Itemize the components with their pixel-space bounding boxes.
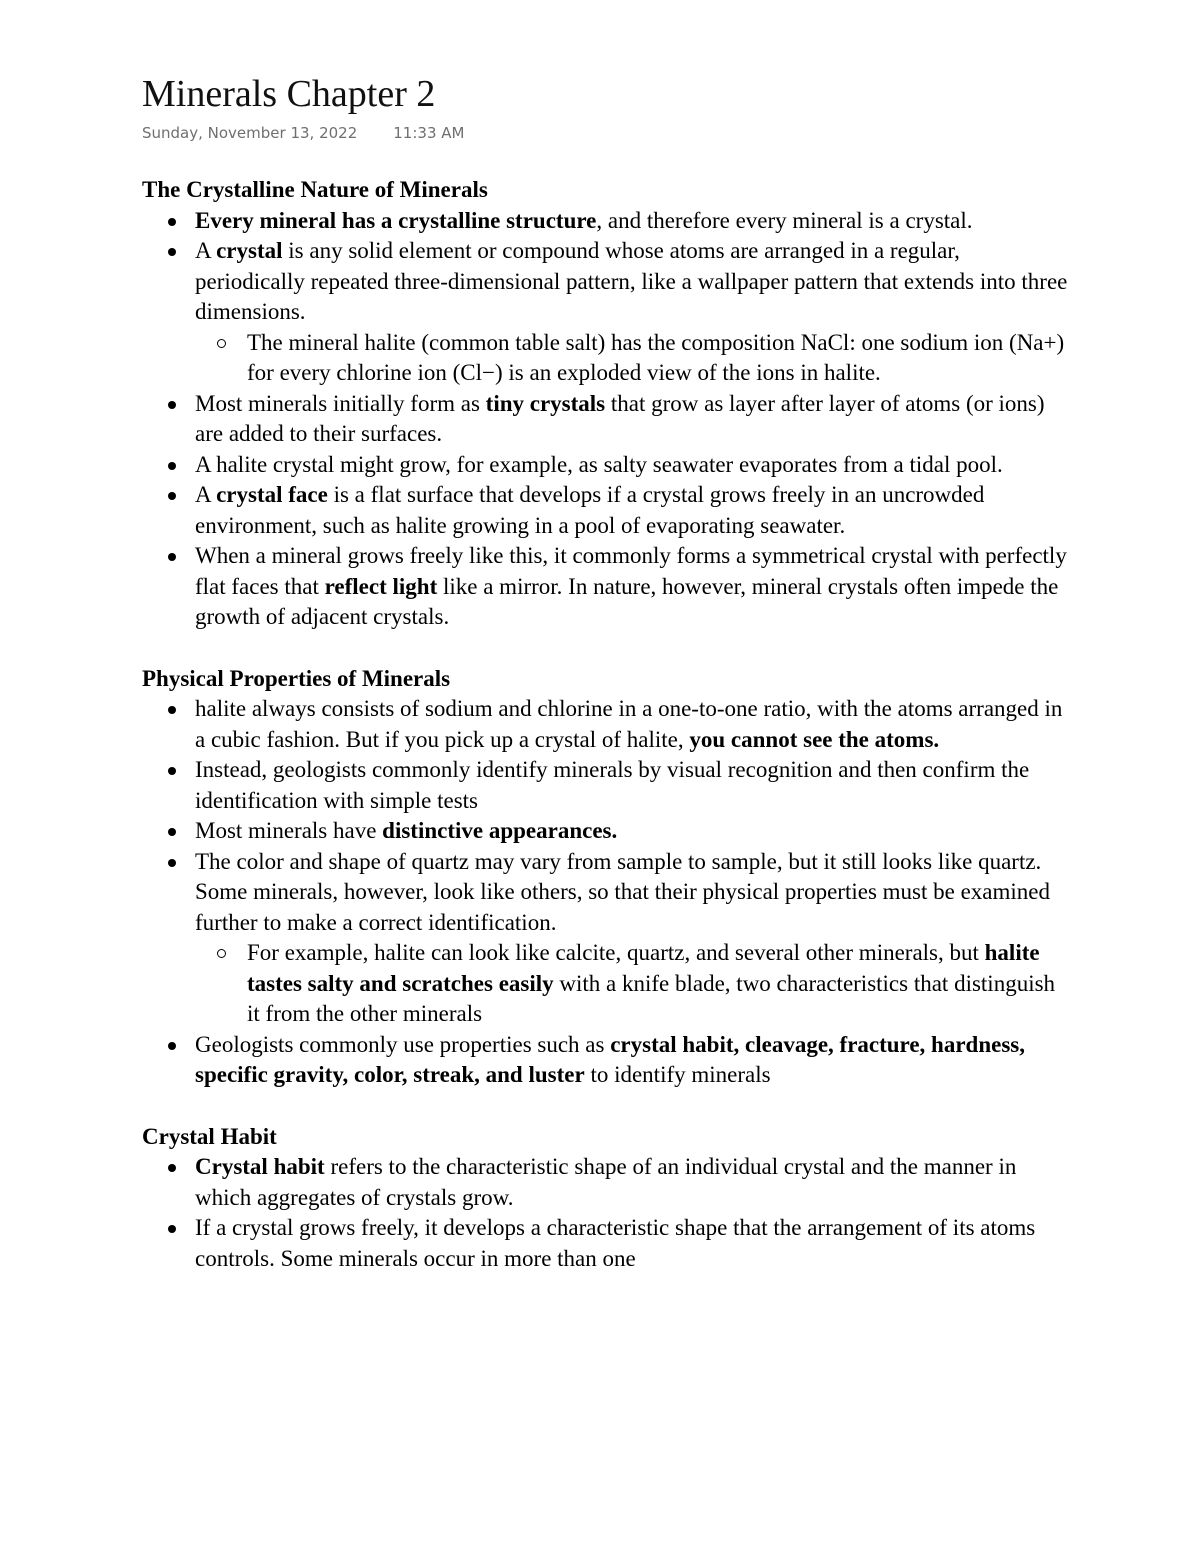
list-item <box>142 1030 1072 1091</box>
list-item <box>142 541 1072 633</box>
bold-text: crystal habit, cleavage, fracture, hardness, specific gravity, color, streak, and luster <box>195 1031 1026 1087</box>
bold-text: crystal face <box>216 482 328 507</box>
item-text: is any solid element or compound whose atoms are arranged in a regular, periodically repeated three-dimensional pattern, like a wallpaper pattern that extends into three dimensions. <box>195 238 1068 324</box>
bullet-icon <box>168 706 176 714</box>
bold-text: you cannot see the atoms. <box>689 726 940 752</box>
bullet-icon <box>168 1042 176 1050</box>
sub-list-item <box>195 328 1072 389</box>
item-text: A <box>195 238 217 263</box>
list-item <box>142 480 1072 541</box>
bold-text: crystal <box>216 238 283 263</box>
list-item <box>142 847 1072 1030</box>
item-text: is a flat surface that develops if a crystal grows freely in an uncrowded environment, such as halite growing in a pool of evaporating seawater. <box>195 482 985 538</box>
list-item <box>142 389 1072 450</box>
list-item <box>142 450 1072 481</box>
bullet-icon <box>168 401 176 409</box>
note-timestamp <box>142 124 1072 144</box>
bold-text: reflect light <box>324 573 438 599</box>
item-text: A halite crystal might grow, for example, as salty seawater evaporates from a tidal pool. <box>195 451 1003 477</box>
bold-text: tiny crystals <box>485 390 606 416</box>
item-text: like a mirror. In nature, however, mineral crystals often impede the growth of adjacent crystals. <box>195 573 1059 629</box>
bullet-icon <box>168 218 176 226</box>
note-date: Sunday, November 13, 2022 <box>142 124 358 142</box>
page-title: Minerals Chapter 2 <box>142 73 436 115</box>
section-heading: Physical Properties of Minerals <box>142 665 451 691</box>
section-crystalline-nature <box>142 175 1072 633</box>
list-item <box>142 694 1072 755</box>
bullet-list <box>142 694 1072 1091</box>
list-item <box>142 206 1072 237</box>
item-text: Instead, geologists commonly identify minerals by visual recognition and then confirm the identification with simple tests <box>195 757 1030 813</box>
bold-text: distinctive appearances. <box>382 818 618 843</box>
circle-bullet-icon <box>217 949 226 958</box>
circle-bullet-icon <box>217 339 226 348</box>
sub-list-item <box>195 938 1072 1030</box>
bullet-icon <box>168 553 176 561</box>
bullet-icon <box>168 462 176 470</box>
item-text: The mineral halite (common table salt) has the composition NaCl: one sodium ion (Na+) for every chlorine ion (Cl−) is an exploded view of the ions in halite. <box>247 329 1065 385</box>
section-crystal-habit <box>142 1122 1072 1275</box>
item-text: The color and shape of quartz may vary from sample to sample, but it still looks like quartz. Some minerals, however, look like others, so that their physical properties must be examined further to make a correct identification. <box>195 848 1050 935</box>
sub-list <box>195 938 1072 1030</box>
list-item <box>142 236 1072 389</box>
bullet-icon <box>168 248 176 256</box>
bullet-list <box>142 206 1072 633</box>
item-text: If a crystal grows freely, it develops a characteristic shape that the arrangement of its atoms controls. Some minerals occur in more than one <box>195 1215 1036 1271</box>
item-text: with a knife blade, two characteristics that distinguish it from the other minerals <box>247 970 1056 1026</box>
item-text: that grow as layer after layer of atoms (or ions) are added to their surfaces. <box>195 390 1045 446</box>
item-text: When a mineral grows freely like this, it commonly forms a symmetrical crystal with perfectly flat faces that <box>195 543 1067 599</box>
section-physical-properties <box>142 664 1072 1091</box>
list-item <box>142 755 1072 816</box>
item-text: , and therefore every mineral is a crystal. <box>596 207 973 233</box>
list-item <box>142 1213 1072 1274</box>
note-page <box>142 72 1072 1274</box>
item-text: Most minerals initially form as <box>195 390 486 416</box>
bullet-icon <box>168 859 176 867</box>
bold-text: halite tastes salty and scratches easily <box>247 940 1040 996</box>
note-time: 11:33 AM <box>393 124 465 142</box>
bullet-icon <box>168 767 176 775</box>
item-text: For example, halite can look like calcite, quartz, and several other minerals, but <box>247 940 985 965</box>
bullet-icon <box>168 1225 176 1233</box>
list-item <box>142 1152 1072 1213</box>
bold-text: Crystal habit <box>195 1154 325 1179</box>
list-item <box>142 816 1072 847</box>
bullet-icon <box>168 492 176 500</box>
item-text: A <box>195 482 217 507</box>
item-text: Geologists commonly use properties such as <box>195 1031 611 1057</box>
section-heading: The Crystalline Nature of Minerals <box>142 177 488 202</box>
sub-list <box>195 328 1072 389</box>
bullet-list <box>142 1152 1072 1274</box>
section-heading: Crystal Habit <box>142 1123 277 1149</box>
item-text: Most minerals have <box>195 818 383 843</box>
item-text: refers to the characteristic shape of an individual crystal and the manner in which aggregates of crystals grow. <box>195 1154 1017 1210</box>
item-text: to identify minerals <box>584 1062 771 1087</box>
bullet-icon <box>168 1164 176 1172</box>
item-text: halite always consists of sodium and chlorine in a one-to-one ratio, with the atoms arranged in a cubic fashion. But if you pick up a crystal of halite, <box>195 696 1063 752</box>
bold-text: Every mineral has a crystalline structure <box>195 207 597 233</box>
bullet-icon <box>168 828 176 836</box>
